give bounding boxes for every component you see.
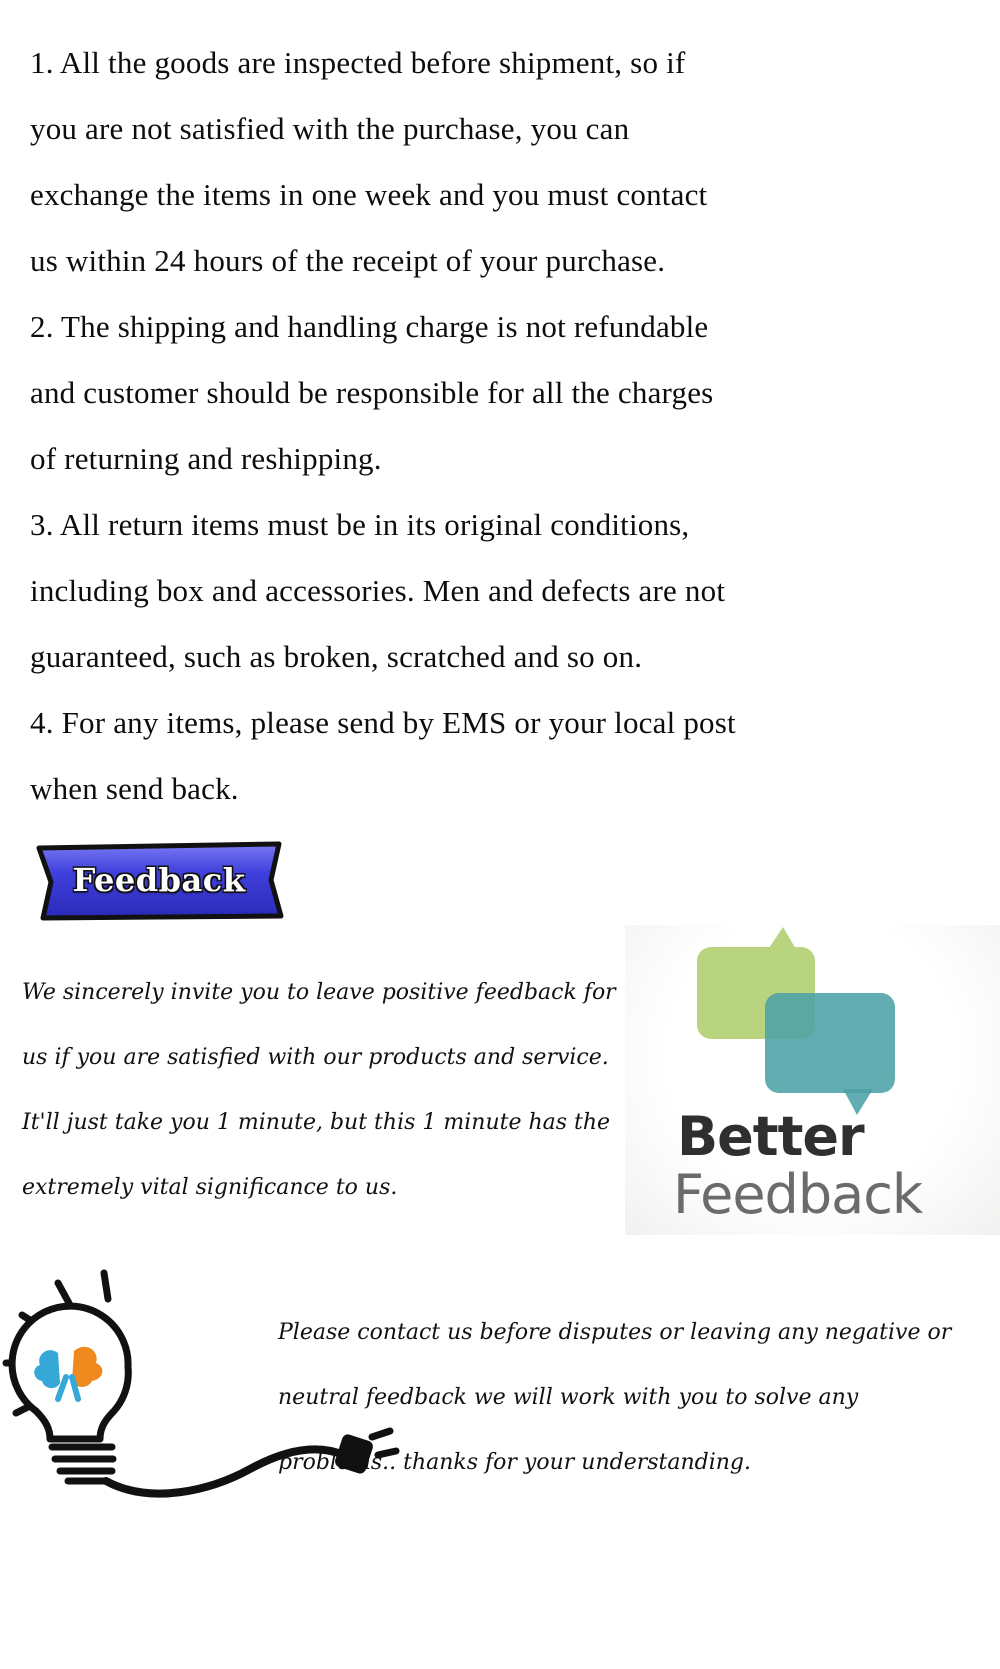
return-policy-text [30,30,940,822]
feedback-invite-text [22,960,632,1220]
contact-before-dispute-note [278,1300,998,1495]
invite-line: us if you are satisfied with our products and service. [22,1045,609,1070]
policy-line: 4. For any items, please send by EMS or your local post [30,705,736,740]
invite-line: We sincerely invite you to leave positive feedback for [22,980,616,1005]
logo-word-better: Better [677,1105,864,1168]
policy-line: and customer should be responsible for all the charges [30,375,714,410]
speech-bubble-teal-icon [765,993,895,1093]
policy-line: when send back. [30,771,239,806]
invite-line: extremely vital significance to us. [22,1175,398,1200]
feedback-section-banner [33,840,285,922]
contact-line: problems.. thanks for your understanding. [278,1450,752,1475]
logo-word-feedback: Feedback [673,1163,923,1226]
contact-line: Please contact us before disputes or leaving any negative or [278,1320,952,1345]
policy-line: you are not satisfied with the purchase, you can [30,111,630,146]
policy-line: including box and accessories. Men and defects are not [30,573,726,608]
policy-line: 2. The shipping and handling charge is not refundable [30,309,709,344]
better-feedback-logo [625,925,1000,1235]
contact-line: neutral feedback we will work with you to solve any [278,1385,859,1410]
policy-line: of returning and reshipping. [30,441,382,476]
feedback-banner-label: Feedback [72,861,246,899]
invite-line: It'll just take you 1 minute, but this 1 minute has the [22,1110,611,1135]
policy-line: 3. All return items must be in its original conditions, [30,507,690,542]
policy-line: exchange the items in one week and you must contact [30,177,708,212]
policy-line: us within 24 hours of the receipt of your purchase. [30,243,666,278]
policy-line: guaranteed, such as broken, scratched and so on. [30,639,643,674]
policy-line: 1. All the goods are inspected before shipment, so if [30,45,686,80]
